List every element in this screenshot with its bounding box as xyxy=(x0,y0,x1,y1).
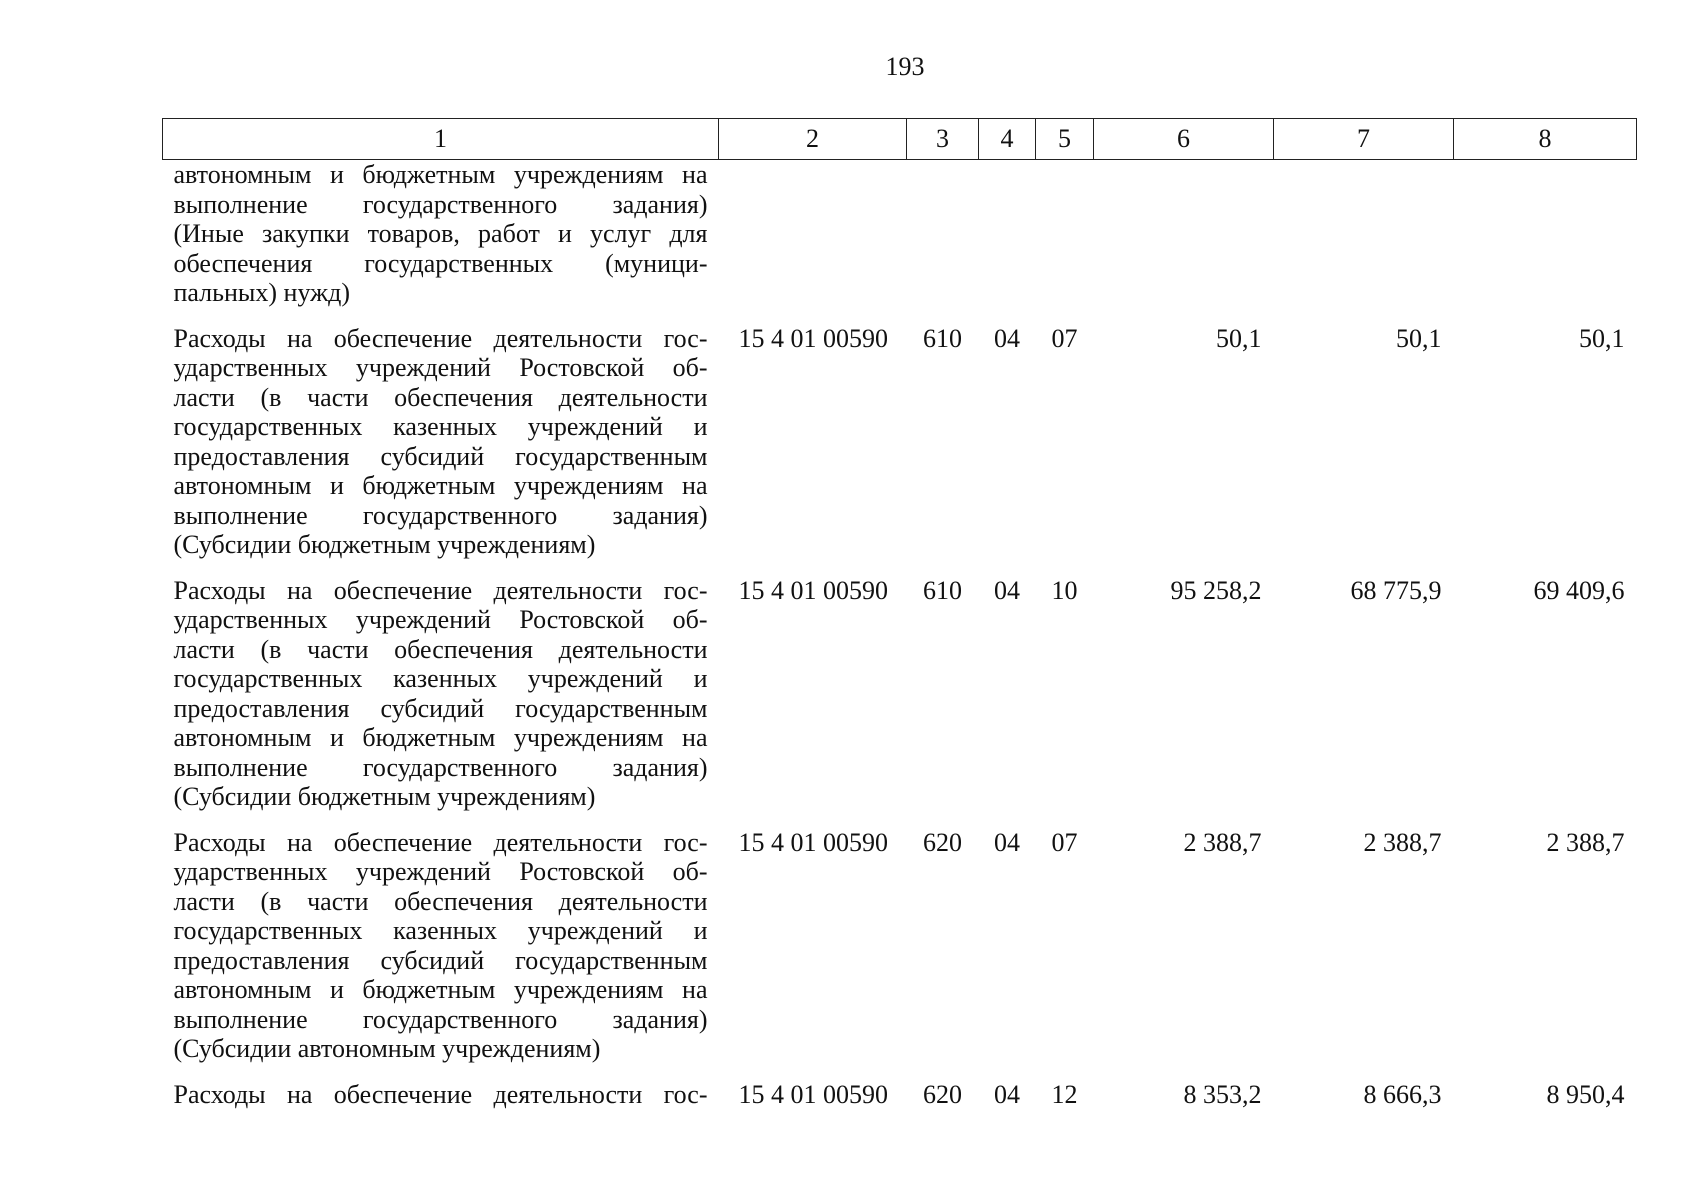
row-amount-3: 8 950,4 xyxy=(1546,1079,1625,1109)
description-line: ударственных учреждений Ростовской об- xyxy=(173,857,708,886)
row-spacer xyxy=(163,560,1637,576)
row-code: 15 4 01 00590 xyxy=(738,323,888,353)
row-section: 04 xyxy=(994,323,1020,353)
row-spacer xyxy=(163,812,1637,828)
description-line: ударственных учреждений Ростовской об- xyxy=(173,605,708,634)
row-spacer-cell xyxy=(163,1064,1637,1080)
row-subsection: 10 xyxy=(1051,575,1078,605)
page-number: 193 xyxy=(885,52,925,81)
row-section: 04 xyxy=(994,575,1020,605)
row-expense-type xyxy=(907,160,979,308)
description-line: предоставления субсидий государственным xyxy=(173,441,708,471)
row-amount-3 xyxy=(1454,160,1637,308)
description-line: ласти (в части обеспечения деятельности xyxy=(173,382,708,412)
description-line: выполнение государственного задания) xyxy=(173,189,708,219)
row-code: 15 4 01 00590 xyxy=(738,1079,888,1109)
row-expense-type: 610 xyxy=(923,323,962,353)
description-line: Расходы на обеспечение деятельности гос- xyxy=(173,827,708,857)
table-row xyxy=(163,1080,1637,1110)
description-line: предоставления субсидий государственным xyxy=(173,945,708,975)
row-expense-type: 620 xyxy=(923,827,962,857)
row-amount-2: 50,1 xyxy=(1396,323,1442,353)
row-code: 15 4 01 00590 xyxy=(738,827,888,857)
header-col-7: 7 xyxy=(1274,119,1454,160)
row-spacer-cell xyxy=(163,308,1637,324)
row-amount-3: 50,1 xyxy=(1579,323,1625,353)
description-line: автономным и бюджетным учреждениям на xyxy=(173,160,708,189)
description-line: автономным и бюджетным учреждениям на xyxy=(173,975,708,1004)
row-amount-3: 69 409,6 xyxy=(1533,575,1625,605)
row-description xyxy=(163,324,719,560)
description-line: предоставления субсидий государственным xyxy=(173,693,708,723)
row-expense-type: 620 xyxy=(923,1079,962,1109)
description-line: выполнение государственного задания) xyxy=(173,1004,708,1034)
row-amount-2: 68 775,9 xyxy=(1350,575,1442,605)
row-description xyxy=(163,160,719,308)
description-line: пальных) нужд) xyxy=(173,278,350,307)
header-col-4: 4 xyxy=(979,119,1036,160)
row-description xyxy=(163,576,719,812)
header-col-6: 6 xyxy=(1094,119,1274,160)
row-subsection: 07 xyxy=(1051,323,1078,353)
header-row xyxy=(163,119,1637,160)
description-line: Расходы на обеспечение деятельности гос- xyxy=(173,323,708,353)
table-header xyxy=(163,119,1637,160)
description-line: государственных казенных учреждений и xyxy=(173,916,708,945)
description-line: ласти (в части обеспечения деятельности xyxy=(173,886,708,916)
header-col-2: 2 xyxy=(719,119,907,160)
row-section: 04 xyxy=(994,827,1020,857)
description-line: автономным и бюджетным учреждениям на xyxy=(173,723,708,752)
row-amount-3: 2 388,7 xyxy=(1546,827,1625,857)
description-line: ласти (в части обеспечения деятельности xyxy=(173,634,708,664)
description-line: (Субсидии бюджетным учреждениям) xyxy=(173,530,596,559)
row-spacer xyxy=(163,308,1637,324)
table-row xyxy=(163,828,1637,1064)
table-row xyxy=(163,576,1637,812)
row-code xyxy=(719,160,907,308)
row-amount-2 xyxy=(1274,160,1454,308)
table-row xyxy=(163,160,1637,308)
description-line: (Субсидии автономным учреждениям) xyxy=(173,1034,601,1063)
row-amount-1: 2 388,7 xyxy=(1183,827,1262,857)
description-line: автономным и бюджетным учреждениям на xyxy=(173,471,708,500)
row-subsection xyxy=(1036,160,1094,308)
header-col-5: 5 xyxy=(1036,119,1094,160)
budget-table xyxy=(162,118,1637,1109)
row-amount-1 xyxy=(1094,160,1274,308)
row-subsection: 12 xyxy=(1051,1079,1078,1109)
header-col-1: 1 xyxy=(163,119,719,160)
description-line: (Иные закупки товаров, работ и услуг для xyxy=(173,219,708,248)
description-line: государственных казенных учреждений и xyxy=(173,412,708,441)
description-line: государственных казенных учреждений и xyxy=(173,664,708,693)
header-col-3: 3 xyxy=(907,119,979,160)
row-section xyxy=(979,160,1036,308)
row-expense-type: 610 xyxy=(923,575,962,605)
description-line: выполнение государственного задания) xyxy=(173,500,708,530)
row-subsection: 07 xyxy=(1051,827,1078,857)
description-line: (Субсидии бюджетным учреждениям) xyxy=(173,782,596,811)
row-section: 04 xyxy=(994,1079,1020,1109)
description-line: обеспечения государственных (муници- xyxy=(173,248,708,278)
table-body xyxy=(163,160,1637,1110)
row-amount-2: 8 666,3 xyxy=(1363,1079,1442,1109)
description-line: ударственных учреждений Ростовской об- xyxy=(173,353,708,382)
row-code: 15 4 01 00590 xyxy=(738,575,888,605)
row-spacer xyxy=(163,1064,1637,1080)
description-line: Расходы на обеспечение деятельности гос- xyxy=(173,575,708,605)
row-amount-1: 8 353,2 xyxy=(1183,1079,1262,1109)
row-amount-1: 95 258,2 xyxy=(1170,575,1262,605)
header-col-8: 8 xyxy=(1454,119,1637,160)
row-spacer-cell xyxy=(163,560,1637,576)
row-description xyxy=(163,1080,719,1110)
description-line: Расходы на обеспечение деятельности гос- xyxy=(173,1079,708,1109)
row-amount-1: 50,1 xyxy=(1216,323,1262,353)
row-spacer-cell xyxy=(163,812,1637,828)
row-amount-2: 2 388,7 xyxy=(1363,827,1442,857)
row-description xyxy=(163,828,719,1064)
description-line: выполнение государственного задания) xyxy=(173,752,708,782)
table-row xyxy=(163,324,1637,560)
